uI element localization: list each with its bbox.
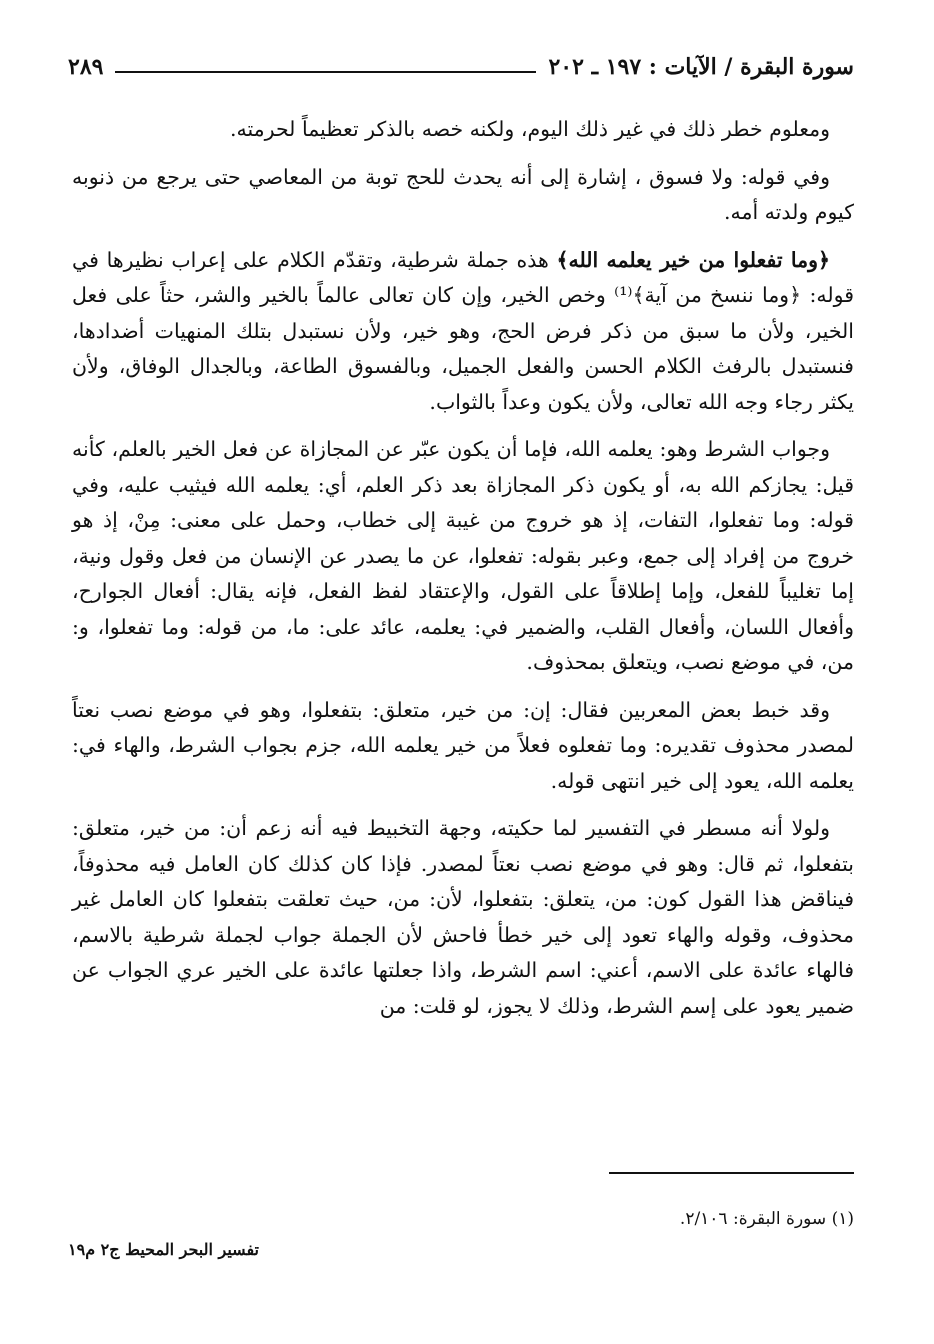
paragraph: ولولا أنه مسطر في التفسير لما حكيته، وجهة التخبيط فيه أنه زعم أن: من خير، متعلق: بتفعلوا، ثم قال: وهو في موضع نصب نعتاً لمصدر. فإذا كان كذلك كان العامل فيه محذوفاً، فيناقض هذا القول كون: من، يتعلق: بتفعلوا، لأن: من، حيث تعلقت بتفعلوا كان العامل غير محذوف، وقوله والهاء تعود إلى خير خطأ فاحش لأن الجملة جواب لجملة شرطية بالاسم، فالهاء عائدة على الاسم، أعني: اسم الشرط، واذا جعلتها عائدة على الخير عري الجواب عن ضمير يعود على إسم الشرط، وذلك لا يجوز، لو قلت: من (72, 816, 854, 1018)
book-signature: تفسير البحر المحيط ج٢ م١٩ (68, 1240, 259, 1259)
running-title: سورة البقرة / الآيات : ١٩٧ ـ ٢٠٢ (548, 54, 854, 80)
footnote: (١) سورة البقرة: ٢/١٠٦. (679, 1209, 854, 1229)
page-number: ٢٨٩ (68, 54, 104, 80)
paragraph: وجواب الشرط وهو: يعلمه الله، فإما أن يكون عبّر عن المجازاة عن فعل الخير بالعلم، كأنه قيل: يجازكم الله به، أو يكون ذكر المجازاة بعد ذكر العلم، أي: يعلمه الله فيثيب عليه، وفي قوله: وما تفعلوا، التفات، إذ هو خروج من غيبة إلى خطاب، وحمل على معنى: مِنْ، إذ هو خروج من إفراد إلى جمع، وعبر بقوله: تفعلوا، عن ما يصدر عن الإنسان من فعل وقول ونية، إما تغليباً للفعل، وإما إطلاقاً على القول، والإعتقاد لفظ الفعل، فإنه يقال: أفعال الجوارح، وأفعال اللسان، وأفعال القلب، والضمير في: يعلمه، عائد على: ما، من قوله: وما تفعلوا، و: من، في موضع نصب، ويتعلق بمحذوف. (72, 437, 854, 674)
paragraph: وقد خبط بعض المعربين فقال: إن: من خير، متعلق: بتفعلوا، وهو في موضع نصب نعتاً لمصدر محذوف تقديره: وما تفعلوه فعلاً من خير يعلمه الله، جزم بجواب الشرط، والهاء في: يعلمه الله، يعود إلى خير انتهى قوله. (72, 697, 854, 793)
paragraph: ﴿وما تفعلوا من خير يعلمه الله﴾ هذه جملة شرطية، وتقدّم الكلام على إعراب نظيرها في قوله: ﴿وما ننسخ من آية﴾⁽¹⁾ وخص الخير، وإن كان تعالى عالماً بالخير والشر، حثاً على فعل الخير، ولأن ما سبق من ذكر فرض الحج، وهو خير، ولأن نستبدل بتلك المنهيات أضدادها، فنستبدل بالرفث الكلام الحسن والفعل الجميل، وبالفسوق الطاعة، وبالجدال الوفاق، ولأن يكثر رجاء وجه الله تعالى، ولأن يكون وعداً بالثواب. (72, 247, 854, 414)
quran-phrase: ﴿وما تفعلوا من خير يعلمه الله﴾ (556, 247, 830, 272)
footnote-rule (609, 1172, 854, 1174)
paragraph: ومعلوم خطر ذلك في غير ذلك اليوم، ولكنه خصه بالذكر تعظيماً لحرمته. (229, 117, 830, 141)
page-header (68, 44, 854, 90)
body-text (72, 112, 854, 1036)
header-rule (115, 71, 536, 73)
paragraph: وفي قوله: ولا فسوق ، إشارة إلى أنه يحدث للحج توبة من المعاصي حتى يرجع من ذنوبه كيوم ولدته أمه. (72, 164, 854, 224)
